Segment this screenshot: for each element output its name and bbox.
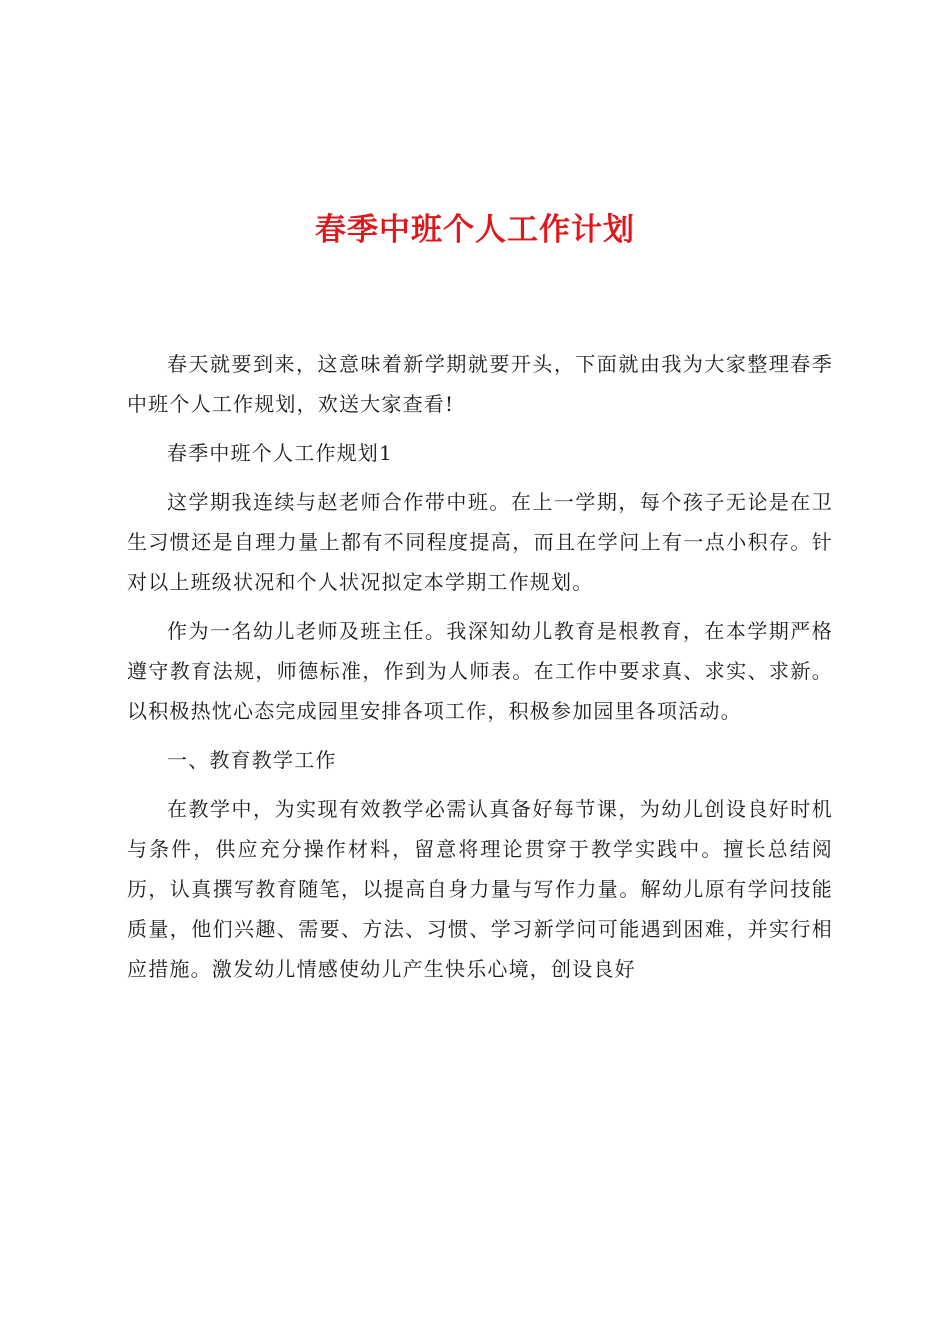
paragraph-teaching-work: 在教学中，为实现有效教学必需认真备好每节课，为幼儿创设良好时机与条件，供应充分操作材料，留意将理论贯穿于教学实践中。擅长总结阅历，认真撰写教育随笔，以提高自身力量与写作力量。解幼儿原有学问技能质量，他们兴趣、需要、方法、习惯、学习新学问可能遇到困难，并实行相应措施。激发幼儿情感使幼儿产生快乐心境，创设良好 [127,797,833,981]
paragraph-teacher-role: 作为一名幼儿老师及班主任。我深知幼儿教育是根教育，在本学期严格遵守教育法规，师德标准，作到为人师表。在工作中要求真、求实、求新。以积极热忱心态完成园里安排各项工作，积极参加园里各项活动。 [127,619,833,723]
section-heading-teaching: 一、教育教学工作 [167,748,337,772]
intro-paragraph: 春天就要到来，这意味着新学期就要开头，下面就由我为大家整理春季中班个人工作规划，欢送大家查看! [127,352,833,416]
document-title: 春季中班个人工作计划 [315,212,635,248]
document-body [127,344,833,989]
paragraph-class-situation: 这学期我连续与赵老师合作带中班。在上一学期，每个孩子无论是在卫生习惯还是自理力量上都有不同程度提高，而且在学问上有一点小积存。针对以上班级状况和个人状况拟定本学期工作规划。 [127,490,833,594]
section-heading-plan-1: 春季中班个人工作规划1 [167,441,393,465]
